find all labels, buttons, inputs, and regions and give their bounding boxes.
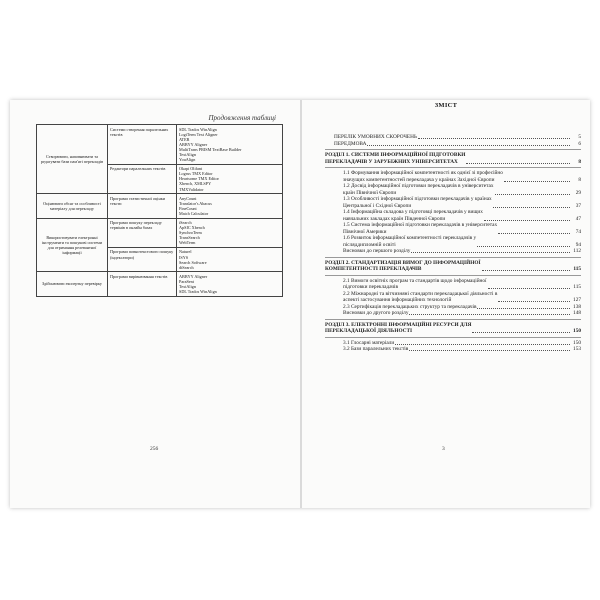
toc-entry-page: 74 xyxy=(575,228,581,235)
toc-divider xyxy=(325,319,581,320)
toc-leader-dots xyxy=(367,145,570,146)
toc-entry[interactable] xyxy=(343,346,581,353)
toc-entry-title: 1.2 Досвід інформаційної підготовки перекладачів в університетах країн Північної Європи xyxy=(343,183,494,196)
toc-leader-dots xyxy=(409,350,570,351)
toc-entry-page: 29 xyxy=(575,189,581,196)
toc-entry-title: РОЗДІЛ 3. ЕЛЕКТРОННІ ІНФОРМАЦІЙНІ РЕСУРСИ ДЛЯ ПЕРЕКЛАДАЦЬКОЇ ДІЯЛЬНОСТІ xyxy=(325,321,472,334)
toc-leader-dots xyxy=(493,207,570,208)
toc-leader-dots xyxy=(504,181,570,182)
table-cell-tool-type: Програми статистичної оцінки тексти xyxy=(108,194,177,218)
left-page xyxy=(10,100,300,508)
toc-entry-title: 1.6 Розвиток інформаційної компетентності перекладачів у післяддипломній освіті xyxy=(343,235,477,248)
table-cell-tools: Naturel ISYS Search Software dtSearch xyxy=(177,247,283,271)
toc-divider xyxy=(325,167,581,168)
toc-entry-title: РОЗДІЛ 1. СИСТЕМИ ІНФОРМАЦІЙНОЇ ПІДГОТОВКИ ПЕРЕКЛАДАЧІВ У ЗАРУБІЖНИХ УНІВЕРСИТЕТАХ xyxy=(325,152,466,165)
table-cell-category: Оцінювати обсяг та особливості матеріалу для перекладу xyxy=(37,194,108,218)
toc-entry-page: 112 xyxy=(573,248,581,254)
table-cell-tool-type: Програми вирівнювання текстів xyxy=(108,272,177,296)
toc-entry[interactable] xyxy=(343,235,581,248)
toc-leader-dots xyxy=(498,301,570,302)
toc-entry[interactable] xyxy=(343,196,581,209)
toc-entry-title: РОЗДІЛ 2. СТАНДАРТИЗАЦІЯ ВИМОГ ДО ІНФОРМАЦІЙНОЇ КОМПЕТЕНТНОСТІ ПЕРЕКЛАДАЧІВ xyxy=(325,259,481,272)
book-spread xyxy=(10,100,590,508)
toc-entry-page: 94 xyxy=(575,241,581,248)
table-cell-tool-type: Редактори паралельних текстів xyxy=(108,164,177,193)
toc-entry-page: 150 xyxy=(573,328,581,334)
toc-leader-dots xyxy=(477,308,570,309)
toc-entry-title: 1.4 Інформаційна складова у підготовці перекладачів у вищих навчальних закладах країн Південної Європи xyxy=(343,209,483,222)
toc-entry[interactable] xyxy=(343,222,581,235)
toc-divider xyxy=(325,149,581,150)
toc-entry-page: 37 xyxy=(575,202,581,209)
toc-entry-page: 6 xyxy=(578,140,581,147)
toc-title: ЗМІСТ xyxy=(434,102,458,109)
toc-entry[interactable] xyxy=(325,152,581,165)
toc-entry[interactable] xyxy=(325,260,581,273)
table-cell-tools: ABBYY Aligner ParaSent TextAlign SDL Trados WinAlign xyxy=(177,272,283,296)
toc-leader-dots xyxy=(395,344,570,345)
toc-leader-dots xyxy=(482,270,570,271)
toc-leader-dots xyxy=(409,314,570,315)
table-cell-tool-type: Системи створення паралельних текстів xyxy=(108,125,177,165)
table-row xyxy=(37,125,283,165)
toc-entry-title: Висновки до другого розділу xyxy=(343,310,409,316)
toc-entry-title: 2.2 Міжнародні та вітчизняні стандарти перекладацької діяльності в аспекті застосування інформаційних технологій xyxy=(343,290,498,303)
table-of-contents xyxy=(325,134,581,353)
toc-entry-page: 150 xyxy=(573,339,581,346)
toc-entry[interactable] xyxy=(343,310,581,317)
table-cell-tools: SDL Trados WinAlign LogiTerm Text Aligner ATER ABBYY Aligner MultiTrans PRISM TextBase Builder TextAlign YouAlign xyxy=(177,125,283,165)
toc-leader-dots xyxy=(418,138,570,139)
toc-leader-dots xyxy=(495,194,571,195)
right-page-number: 3 xyxy=(442,446,445,452)
toc-entry-page: 115 xyxy=(573,284,581,290)
toc-entry-title: Висновки до першого розділу xyxy=(343,248,411,254)
toc-leader-dots xyxy=(488,288,571,289)
toc-leader-dots xyxy=(472,332,570,333)
toc-entry-page: 138 xyxy=(573,303,581,310)
toc-entry[interactable] xyxy=(343,248,581,255)
toc-entry-title: 3.1 Глосарні матеріали xyxy=(343,339,395,346)
toc-leader-dots xyxy=(498,233,570,234)
toc-entry[interactable] xyxy=(343,170,581,183)
table-cell-tools: AnyCount Translator's Abacus FineCount Match Calculator xyxy=(177,194,283,218)
table-cell-tools: Okapi Olifant Logrus TMX Editor Heartsome TMX Editor Xbench, XMLSPY TMXValidator xyxy=(177,164,283,193)
table-cell-category: Здійснювати експертну перевірку xyxy=(37,272,108,296)
toc-leader-dots xyxy=(484,220,570,221)
toc-divider xyxy=(325,337,581,338)
table-row xyxy=(37,272,283,296)
table-cell-tool-type: Програми пошуку перекладу термінів в онлайн базах xyxy=(108,218,177,247)
table-cell-tools: iSearch ApSIC Xbench SynchroTerm TransSearch WebTerm xyxy=(177,218,283,247)
toc-entry[interactable] xyxy=(334,141,581,148)
toc-entry-page: 8 xyxy=(578,158,581,165)
toc-entry-page: 5 xyxy=(578,134,581,140)
toc-entry-title: 2.3 Сертифікація перекладацьких структур та перекладачів xyxy=(343,303,477,310)
toc-entry-page: 127 xyxy=(573,297,581,303)
continuation-label: Продовження таблиці xyxy=(208,114,276,122)
toc-entry[interactable] xyxy=(343,209,581,222)
toc-entry-title: 3.2 Бази паралельних текстів xyxy=(343,346,409,352)
left-page-number: 256 xyxy=(150,446,159,452)
toc-entry[interactable] xyxy=(343,278,581,291)
toc-entry-title: 1.1 Формування інформаційної компетентності як однієї зі професійно значущих компетентностей перекладача у країнах Західної Європи xyxy=(343,170,503,183)
toc-entry[interactable] xyxy=(343,291,581,304)
toc-entry-title: ПЕРЕЛІК УМОВНИХ СКОРОЧЕНЬ xyxy=(334,134,418,140)
toc-divider xyxy=(325,257,581,258)
toc-entry-page: 153 xyxy=(573,346,581,352)
toc-entry-page: 8 xyxy=(578,176,581,183)
toc-leader-dots xyxy=(466,163,570,164)
table-cell-category: Створювати, наповнювати та редагувати бази пам'яті перекладів xyxy=(37,125,108,194)
toc-entry-title: 2.1 Вимоги освітніх програм та стандартів щодо інформаційної підготовки перекладачів xyxy=(343,277,487,290)
toc-divider xyxy=(325,275,581,276)
tools-table xyxy=(36,124,283,297)
toc-entry-title: 1.5 Система інформаційної підготовки перекладачів в університетах Північної Америки xyxy=(343,222,498,235)
toc-leader-dots xyxy=(411,252,570,253)
toc-entry-page: 115 xyxy=(573,266,581,272)
right-page xyxy=(302,100,590,508)
toc-entry[interactable] xyxy=(325,322,581,335)
toc-entry-title: 1.3 Особливості інформаційної підготовки перекладачів у країнах Центральної і Східної Європи xyxy=(343,196,492,209)
toc-leader-dots xyxy=(477,246,570,247)
toc-entry-page: 47 xyxy=(575,215,581,222)
table-cell-tool-type: Програми повнотекстового пошуку (індексатори) xyxy=(108,247,177,271)
table-row xyxy=(37,218,283,247)
toc-entry-page: 148 xyxy=(573,310,581,316)
table-cell-category: Використовувати електронні інструменти та пошукові системи для отримання релевантної інформації xyxy=(37,218,108,272)
toc-entry[interactable] xyxy=(343,183,581,196)
toc-entry-title: ПЕРЕДМОВА xyxy=(334,140,367,147)
table-row xyxy=(37,194,283,218)
